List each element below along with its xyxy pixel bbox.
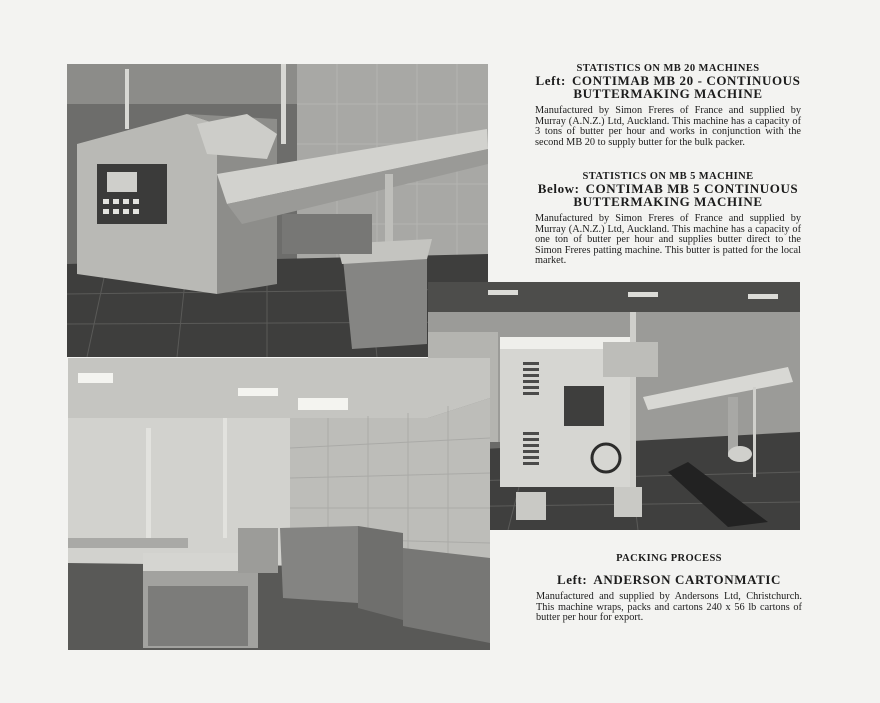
mb5-body: Manufactured by Simon Freres of France and supplied by Murray (A.N.Z.) Ltd, Auckland. This machine has a capacity of one ton of butter per hour and supplies butter direct to the Simon Freres patting machine. This butter is patted for the local market. (535, 213, 801, 266)
packing-caption (536, 553, 802, 624)
packing-heading: PACKING PROCESS (616, 553, 722, 564)
anderson-cartonmatic-photo (68, 358, 490, 650)
mb5-title-prefix: Below: (537, 181, 580, 196)
mb20-caption (535, 63, 801, 148)
mb20-heading: STATISTICS ON MB 20 MACHINES (576, 63, 760, 74)
packing-body: Manufactured and supplied by Andersons Ltd, Christchurch. This machine wraps, packs and cartons 240 x 56 lb cartons of butter per hour for export. (536, 591, 802, 623)
mb5-heading: STATISTICS ON MB 5 MACHINE (582, 171, 754, 182)
mb5-title-line1: CONTIMAB MB 5 CONTINUOUS (585, 181, 799, 196)
mb20-title-line1: CONTIMAB MB 20 - CONTINUOUS (571, 73, 801, 88)
mb20-machine-photo (67, 64, 488, 357)
mb20-body: Manufactured by Simon Freres of France and supplied by Murray (A.N.Z.) Ltd, Auckland. This machine has a capacity of 3 tons of butter per hour and works in conjunction with the second MB 20 to supply butter for the bulk packer. (535, 105, 801, 148)
mb5-title (535, 182, 801, 208)
mb20-title-prefix: Left: (535, 73, 566, 88)
mb5-caption (535, 171, 801, 267)
packing-title-prefix: Left: (556, 572, 588, 587)
packing-title (536, 573, 802, 586)
mb5-title-line2: BUTTERMAKING MACHINE (573, 194, 763, 209)
packing-title-line1: ANDERSON CARTONMATIC (593, 572, 782, 587)
mb20-title (535, 74, 801, 100)
mb20-title-line2: BUTTERMAKING MACHINE (573, 86, 763, 101)
